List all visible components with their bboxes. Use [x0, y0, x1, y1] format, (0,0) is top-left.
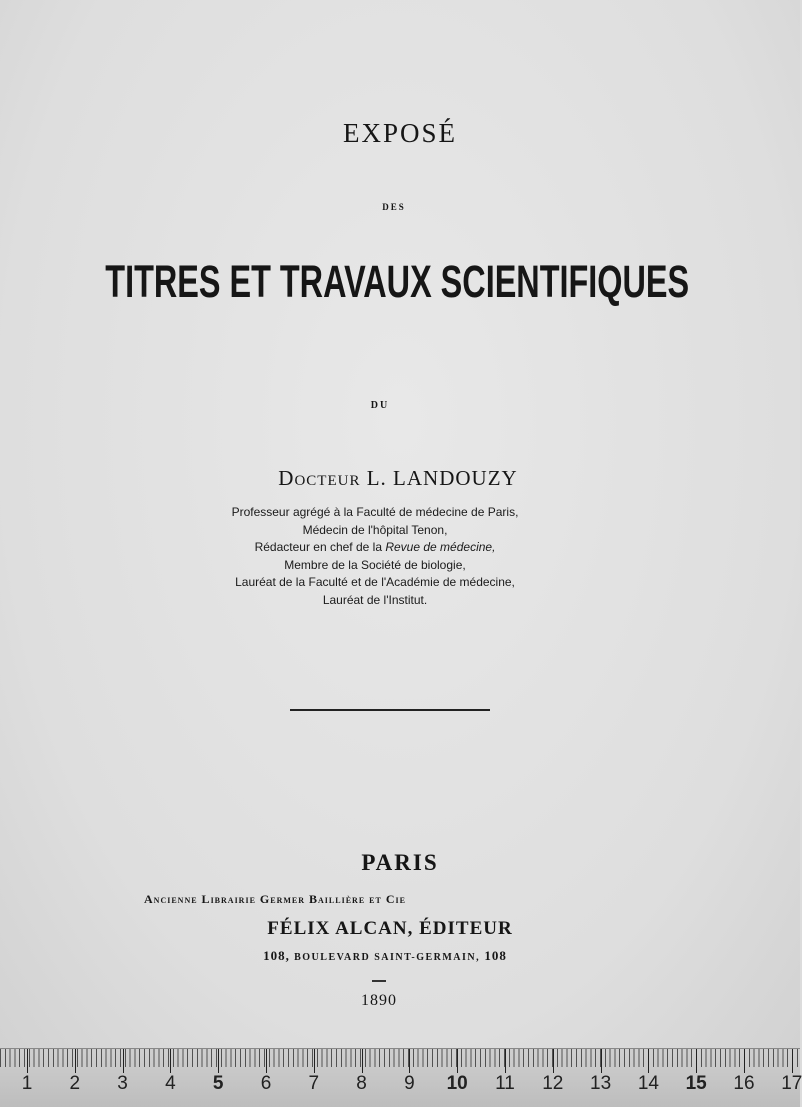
ruler-number: 2: [69, 1073, 81, 1094]
credential-line: Professeur agrégé à la Faculté de médecine de Paris,: [231, 505, 519, 519]
ruler-major-tick: [170, 1049, 171, 1073]
ruler-major-tick: [792, 1049, 793, 1073]
ruler-number: 1: [21, 1073, 33, 1094]
heading-expose: EXPOSÉ: [342, 118, 457, 148]
ruler-major-tick: [409, 1049, 410, 1073]
ruler-major-tick: [123, 1049, 124, 1073]
ruler-major-tick: [75, 1049, 76, 1073]
main-title: TITRES ET TRAVAUX SCIENTIFIQUES: [105, 256, 690, 307]
journal-title: Revue de médecine,: [385, 540, 496, 555]
ruler-major-tick: [601, 1049, 602, 1073]
ruler-number: 8: [356, 1073, 367, 1094]
ruler-major-tick: [553, 1049, 554, 1073]
word-des: DES: [382, 202, 406, 212]
ruler-major-tick: [218, 1049, 219, 1073]
ruler-number: 16: [733, 1073, 755, 1094]
divider-rule: [290, 709, 490, 711]
ruler-number: 12: [542, 1073, 564, 1094]
ruler-major-tick: [266, 1049, 267, 1073]
ruler-number: 14: [637, 1073, 659, 1094]
ruler-major-tick: [696, 1049, 697, 1073]
credential-line: [210, 539, 540, 557]
ruler-number: 11: [495, 1073, 515, 1094]
ruler-number: 10: [446, 1073, 468, 1094]
ruler-major-tick: [314, 1049, 315, 1073]
measuring-ruler: [0, 1048, 800, 1107]
ruler-number: 17: [781, 1073, 802, 1094]
ruler-major-tick: [457, 1049, 458, 1073]
ruler-major-tick: [362, 1049, 363, 1073]
address-number-end: 108: [484, 948, 507, 963]
ruler-major-tick: [505, 1049, 506, 1073]
publication-year: 1890: [361, 992, 397, 1009]
word-du: DU: [370, 400, 390, 411]
ruler-number: 15: [685, 1073, 707, 1094]
address-line: [0, 948, 785, 964]
credential-line: Lauréat de la Faculté et de l'Académie de médecine,: [235, 575, 515, 590]
ruler-number: 3: [117, 1073, 128, 1094]
ruler-major-tick: [27, 1049, 28, 1073]
author-line: [0, 466, 798, 491]
city-name: PARIS: [361, 850, 439, 875]
ruler-number: 5: [212, 1073, 224, 1094]
ruler-number: 7: [308, 1073, 320, 1094]
address-number: 108,: [263, 948, 290, 963]
credentials-block: [210, 504, 540, 610]
credential-text: Rédacteur en chef de la: [254, 540, 386, 555]
credential-line: Lauréat de l'Institut.: [322, 592, 428, 607]
ruler-number: 4: [165, 1073, 176, 1094]
author-prefix: Docteur: [278, 466, 361, 490]
credential-line: Membre de la Société de biologie,: [284, 557, 466, 572]
ruler-number: 13: [590, 1073, 612, 1094]
ruler-number: 6: [260, 1073, 272, 1094]
publisher-line: Ancienne Librairie Germer Baillière et Cie: [144, 892, 406, 906]
address-street: BOULEVARD SAINT-GERMAIN,: [294, 952, 481, 963]
ruler-ticks: [0, 1049, 800, 1067]
ruler-number: 9: [404, 1073, 415, 1094]
ruler-major-tick: [648, 1049, 649, 1073]
author-name: L. LANDOUZY: [366, 466, 518, 490]
year-dash: [372, 980, 386, 982]
ruler-major-tick: [744, 1049, 745, 1073]
credential-line: Médecin de l'hôpital Tenon,: [302, 522, 448, 537]
editor-line: FÉLIX ALCAN, ÉDITEUR: [267, 918, 513, 939]
